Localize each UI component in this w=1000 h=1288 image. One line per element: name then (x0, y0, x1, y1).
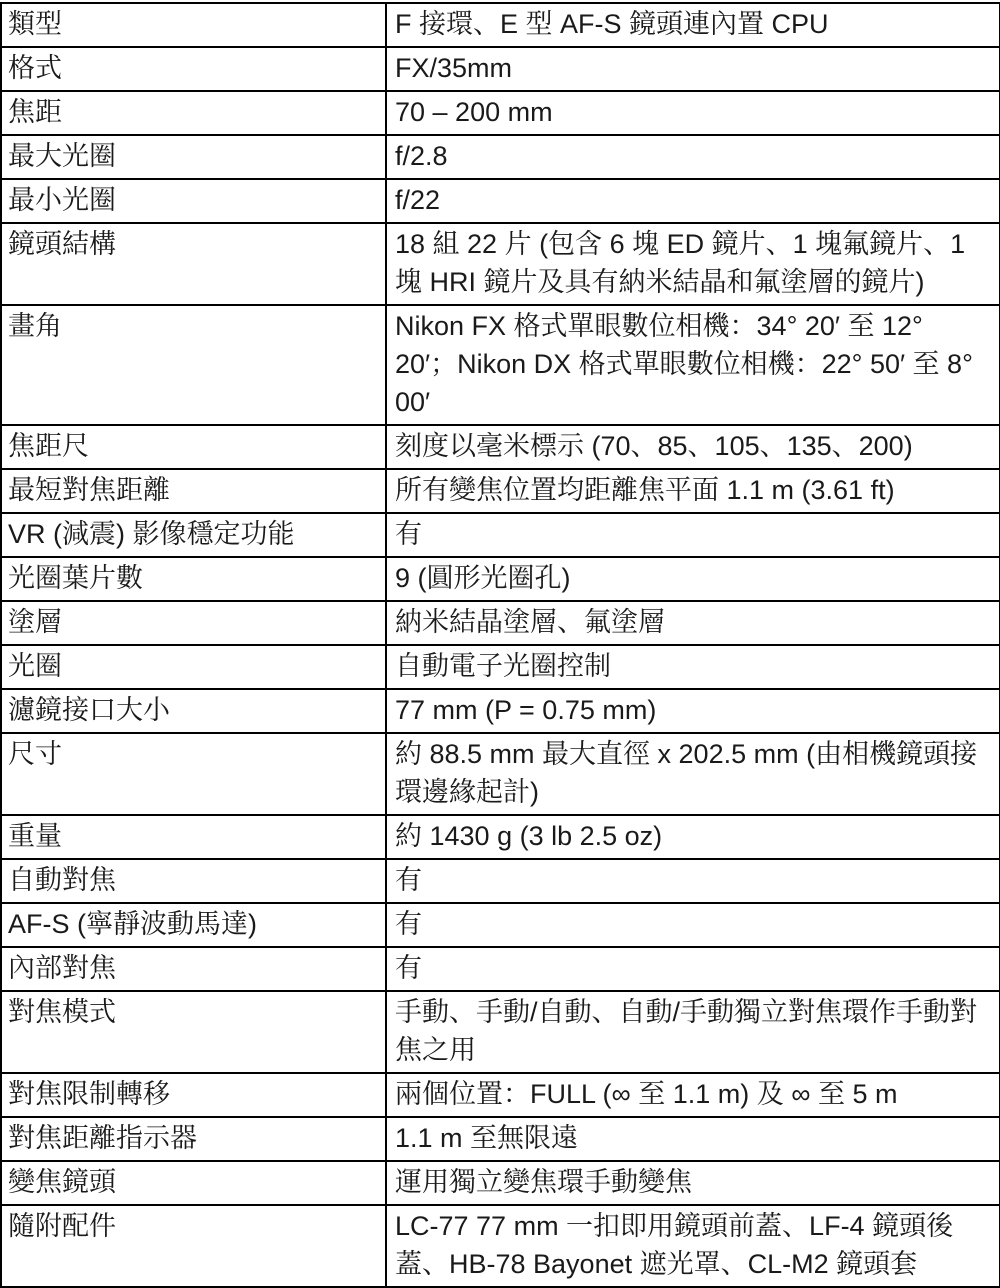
spec-value: 刻度以毫米標示 (70、85、105、135、200) (386, 425, 1000, 469)
spec-value: F 接環、E 型 AF-S 鏡頭連內置 CPU (386, 3, 1000, 47)
table-row (1, 903, 1000, 947)
spec-label: 對焦模式 (1, 991, 386, 1073)
spec-label: 鏡頭結構 (1, 223, 386, 305)
spec-label: 隨附配件 (1, 1205, 386, 1287)
spec-value: 自動電子光圈控制 (386, 645, 1000, 689)
spec-label: 焦距 (1, 91, 386, 135)
table-row (1, 305, 1000, 425)
table-row (1, 601, 1000, 645)
spec-value: 18 組 22 片 (包含 6 塊 ED 鏡片、1 塊氟鏡片、1 塊 HRI 鏡片及具有納米結晶和氟塗層的鏡片) (386, 223, 1000, 305)
spec-label: 濾鏡接口大小 (1, 689, 386, 733)
spec-value: 約 1430 g (3 lb 2.5 oz) (386, 815, 1000, 859)
spec-value: 所有變焦位置均距離焦平面 1.1 m (3.61 ft) (386, 469, 1000, 513)
spec-value: f/2.8 (386, 135, 1000, 179)
spec-value: 有 (386, 859, 1000, 903)
table-row (1, 3, 1000, 47)
table-row (1, 91, 1000, 135)
table-row (1, 645, 1000, 689)
spec-value: 納米結晶塗層、氟塗層 (386, 601, 1000, 645)
spec-value: f/22 (386, 179, 1000, 223)
table-row (1, 557, 1000, 601)
table-row (1, 859, 1000, 903)
spec-label: 對焦限制轉移 (1, 1073, 386, 1117)
spec-label: 畫角 (1, 305, 386, 425)
table-row (1, 1073, 1000, 1117)
spec-value: 9 (圓形光圈孔) (386, 557, 1000, 601)
spec-value: Nikon FX 格式單眼數位相機：34° 20′ 至 12° 20′；Nikon DX 格式單眼數位相機：22° 50′ 至 8° 00′ (386, 305, 1000, 425)
table-row (1, 1117, 1000, 1161)
spec-value: LC-77 77 mm 一扣即用鏡頭前蓋、LF-4 鏡頭後蓋、HB-78 Bayonet 遮光罩、CL-M2 鏡頭套 (386, 1205, 1000, 1287)
spec-value: 運用獨立變焦環手動變焦 (386, 1161, 1000, 1205)
spec-label: 類型 (1, 3, 386, 47)
spec-label: 最小光圈 (1, 179, 386, 223)
table-row (1, 1161, 1000, 1205)
spec-label: 對焦距離指示器 (1, 1117, 386, 1161)
table-row (1, 733, 1000, 815)
table-row (1, 947, 1000, 991)
spec-label: 最短對焦距離 (1, 469, 386, 513)
spec-label: 格式 (1, 47, 386, 91)
spec-label: 變焦鏡頭 (1, 1161, 386, 1205)
table-row (1, 47, 1000, 91)
spec-label: VR (減震) 影像穩定功能 (1, 513, 386, 557)
spec-value: 約 88.5 mm 最大直徑 x 202.5 mm (由相機鏡頭接環邊緣起計) (386, 733, 1000, 815)
spec-value: 有 (386, 513, 1000, 557)
spec-table-body (1, 3, 1000, 1287)
table-row (1, 991, 1000, 1073)
table-row (1, 513, 1000, 557)
spec-label: 光圈 (1, 645, 386, 689)
spec-label: 重量 (1, 815, 386, 859)
spec-table (0, 2, 1000, 1288)
spec-label: AF-S (寧靜波動馬達) (1, 903, 386, 947)
spec-label: 光圈葉片數 (1, 557, 386, 601)
table-row (1, 689, 1000, 733)
table-row (1, 135, 1000, 179)
spec-label: 內部對焦 (1, 947, 386, 991)
spec-value: 70 – 200 mm (386, 91, 1000, 135)
spec-label: 尺寸 (1, 733, 386, 815)
spec-value: 1.1 m 至無限遠 (386, 1117, 1000, 1161)
spec-value: 手動、手動/自動、自動/手動獨立對焦環作手動對焦之用 (386, 991, 1000, 1073)
table-row (1, 1205, 1000, 1287)
table-row (1, 179, 1000, 223)
spec-value: FX/35mm (386, 47, 1000, 91)
table-row (1, 815, 1000, 859)
spec-label: 最大光圈 (1, 135, 386, 179)
table-row (1, 425, 1000, 469)
spec-value: 有 (386, 903, 1000, 947)
spec-label: 焦距尺 (1, 425, 386, 469)
spec-value: 有 (386, 947, 1000, 991)
table-row (1, 223, 1000, 305)
spec-label: 自動對焦 (1, 859, 386, 903)
spec-value: 兩個位置：FULL (∞ 至 1.1 m) 及 ∞ 至 5 m (386, 1073, 1000, 1117)
spec-label: 塗層 (1, 601, 386, 645)
table-row (1, 469, 1000, 513)
spec-value: 77 mm (P = 0.75 mm) (386, 689, 1000, 733)
